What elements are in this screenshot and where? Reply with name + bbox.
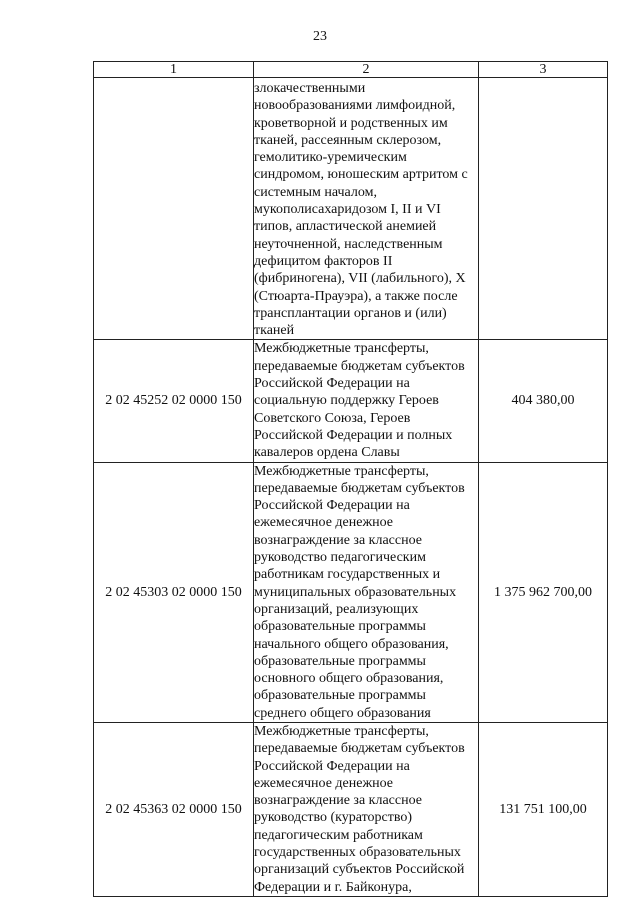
description-cell: Межбюджетные трансферты, передаваемые бюджетам субъектов Российской Федерации на социальную поддержку Героев Советского Союза, Героев Российской Федерации и полных кавалеров ордена Славы	[254, 340, 479, 462]
budget-table	[93, 61, 608, 897]
description-cell: злокачественными новообразованиями лимфоидной, кроветворной и родственных им тканей, рассеянным склерозом, гемолитико-уремическим синдромом, юношеским артритом с системным началом, мукополисахаридозом I, II и VI типов, апластической анемией неуточненной, наследственным дефицитом факторов II (фибриногена), VII (лабильного), X (Стюарта-Прауэра), а также после трансплантации органов и (или) тканей	[254, 78, 479, 340]
page-number: 23	[313, 29, 327, 44]
amount-cell: 131 751 100,00	[479, 722, 608, 896]
table-row	[94, 722, 608, 896]
budget-code-cell: 2 02 45303 02 0000 150	[94, 462, 254, 722]
description-cell: Межбюджетные трансферты, передаваемые бюджетам субъектов Российской Федерации на ежемесячное денежное вознаграждение за классное руководство педагогическим работникам государственных и муниципальных образовательных организаций, реализующих образовательные программы начального общего образования, образовательные программы основного общего образования, образовательные программы среднего общего образования	[254, 462, 479, 722]
column-number-2: 2	[254, 62, 479, 78]
column-number-3: 3	[479, 62, 608, 78]
amount-cell	[479, 78, 608, 340]
budget-code-cell	[94, 78, 254, 340]
description-cell: Межбюджетные трансферты, передаваемые бюджетам субъектов Российской Федерации на ежемесячное денежное вознаграждение за классное руководство (кураторство) педагогическим работникам государственных образовательных организаций субъектов Российской Федерации и г. Байконура,	[254, 722, 479, 896]
column-number-1: 1	[94, 62, 254, 78]
column-number-row	[94, 62, 608, 78]
amount-cell: 404 380,00	[479, 340, 608, 462]
budget-code-cell: 2 02 45252 02 0000 150	[94, 340, 254, 462]
table-row	[94, 462, 608, 722]
amount-cell: 1 375 962 700,00	[479, 462, 608, 722]
budget-code-cell: 2 02 45363 02 0000 150	[94, 722, 254, 896]
table-row	[94, 78, 608, 340]
table-row	[94, 340, 608, 462]
